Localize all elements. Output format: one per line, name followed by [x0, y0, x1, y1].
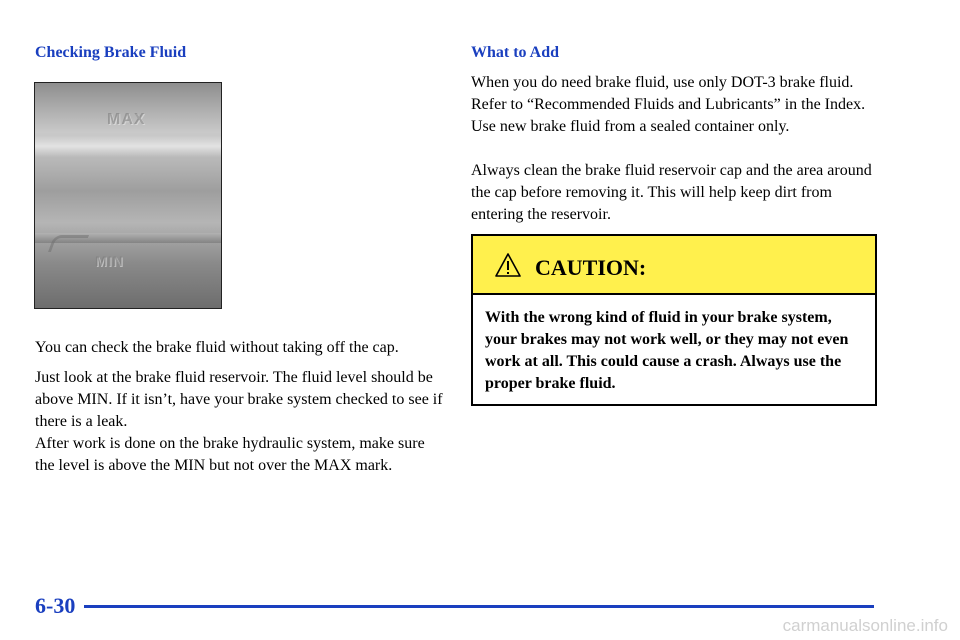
- caution-header: [473, 236, 875, 295]
- caution-box: [471, 234, 877, 406]
- site-watermark: carmanualsonline.info: [782, 616, 948, 635]
- caution-text: With the wrong kind of fluid in your brake system, your brakes may not work well, or they may not even work at all. This could cause a crash. Always use the proper brake fluid.: [485, 309, 849, 392]
- reservoir-highlight: [35, 135, 222, 157]
- paragraph-fluid-level: Just look at the brake fluid reservoir. The fluid level should be above MIN. If it isn’t, have your brake system checked to see if there is a leak.: [35, 369, 443, 430]
- paragraph-dot3-fluid: When you do need brake fluid, use only DOT-3 brake fluid. Refer to “Recommended Fluids and Lubricants” in the Index. Use new brake fluid from a sealed container only.: [471, 74, 866, 135]
- page-number: 6-30: [35, 593, 76, 618]
- paragraph-after-work: After work is done on the brake hydraulic system, make sure the level is above the MIN but not over the MAX mark.: [35, 435, 425, 474]
- footer-rule: [84, 605, 874, 608]
- paragraph-clean-cap: Always clean the brake fluid reservoir cap and the area around the cap before removing it. This will help keep dirt from entering the reservoir.: [471, 162, 872, 223]
- brake-fluid-reservoir-photo: [34, 82, 222, 309]
- warning-triangle-icon: [494, 252, 522, 278]
- section-heading-what-to-add: What to Add: [471, 44, 560, 61]
- max-mark-label: MAX: [107, 111, 146, 128]
- section-heading-checking-brake-fluid: Checking Brake Fluid: [35, 44, 187, 61]
- min-mark-label: MIN: [95, 253, 124, 269]
- paragraph-check-without-cap: You can check the brake fluid without taking off the cap.: [35, 339, 399, 356]
- caution-title: CAUTION:: [535, 255, 647, 280]
- min-arrow-icon: [48, 235, 89, 252]
